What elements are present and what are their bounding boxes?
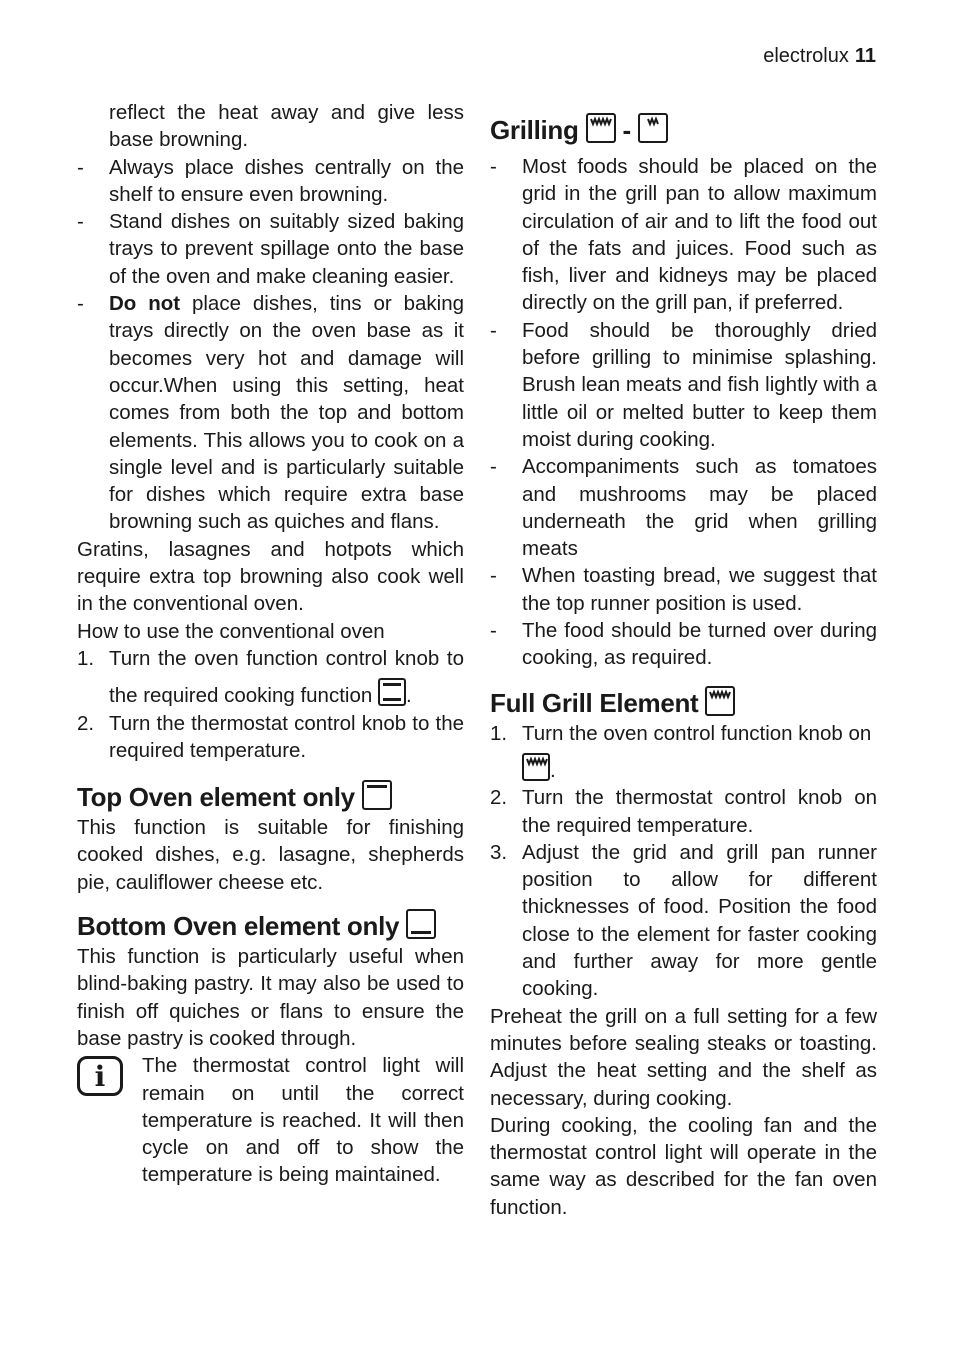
step-item [490,839,877,1003]
bullet-marker: - [490,564,497,588]
top-oven-heading [77,780,464,814]
list-item-text: place dishes, tins or baking trays directly on the oven base as it becomes very hot and damage will occur.When using this setting, heat comes from both the top and bottom elements. This allows you to cook on a single level and is particularly suitable for dishes which require extra base browning such as quiches and flans. [109,292,464,534]
step-item [490,720,877,785]
list-item [490,153,877,317]
list-item-text: Most foods should be placed on the grid in the grill pan to allow maximum circulation of air and to lift the food out of the fats and juices. Food such as fish, liver and kidneys may be placed directly on the grill pan, if preferred. [522,155,877,315]
step-text: Turn the thermostat control knob on the required temperature. [522,786,877,837]
full-grill-heading [490,686,877,720]
info-icon [77,1056,123,1096]
full-grill-icon [522,753,550,781]
list-item [77,208,464,290]
bullet-marker: - [490,619,497,643]
step-number: 3. [490,840,508,864]
step-text: Adjust the grid and grill pan runner position to allow for different thicknesses of food. Position the food close to the element for faster cooking and further away for more gentle cooking. [522,840,877,1001]
intro-continuation: reflect the heat away and give less base browning. [109,101,464,152]
gratins-paragraph: Gratins, lasagnes and hotpots which require extra top browning also cook well in the conventional oven. [77,537,464,616]
step-text: Turn the thermostat control knob to the required temperature. [109,711,464,762]
bottom-oven-text: This function is particularly useful when blind-baking pastry. It may also be used to finish off quiches or flans to ensure the base pastry is cooked through. [77,945,464,1050]
top-element-icon [362,780,392,810]
step-text: Turn the oven function control knob to the required cooking function [109,646,464,708]
list-item [490,453,877,562]
info-glyph: i [94,1059,106,1093]
step-text: Turn the oven control function knob on [522,721,872,745]
list-item-text: Food should be thoroughly dried before grilling to minimise splashing. Brush lean meats and fish lightly with a little oil or melted butter to keep them moist during cooking. [522,318,877,451]
list-item-text: Always place dishes centrally on the shelf to ensure even browning. [109,155,464,206]
info-text: The thermostat control light will remain on until the correct temperature is reached. It will then cycle on and off to show the temperature is being maintained. [142,1054,464,1187]
step-number: 1. [490,721,508,745]
step-suffix: . [550,758,556,782]
heading-dash: - [622,115,631,145]
list-item [490,562,877,617]
full-grill-icon [586,113,616,143]
step-number: 2. [77,711,95,735]
bottom-oven-heading [77,909,464,943]
brand-name: electrolux [763,45,849,67]
info-note [77,1052,464,1188]
bullet-marker: - [490,155,497,178]
grilling-heading [490,113,877,147]
step-suffix: . [405,684,412,708]
list-item-text: Stand dishes on suitably sized baking trays to prevent spillage onto the base of the oven and make cleaning easier. [109,210,464,288]
list-item [490,617,877,672]
bullet-marker: - [77,155,84,179]
step-item [77,710,464,765]
during-paragraph: During cooking, the cooling fan and the thermostat control light will operate in the same way as described for the fan oven function. [490,1113,877,1219]
conventional-oven-icon [378,678,406,706]
page-header [763,45,876,68]
list-item-text: The food should be turned over during cooking, as required. [522,619,877,670]
page-number: 11 [854,45,876,67]
do-not-emphasis: Do not [109,292,181,316]
step-item [77,645,464,710]
full-grill-icon [705,686,735,716]
bullet-marker: - [490,318,497,342]
heading-text: Bottom Oven element only [77,911,400,942]
step-number: 2. [490,786,508,810]
heading-text: Full Grill Element [490,687,699,718]
list-item-text: When toasting bread, we suggest that the top runner position is used. [522,564,877,615]
right-column [490,99,877,1221]
bullet-marker: - [490,455,497,479]
bottom-element-icon [406,909,436,939]
heading-text: Grilling [490,115,579,145]
list-item [490,317,877,453]
bullet-marker: - [77,292,84,316]
bullet-marker: - [77,210,84,234]
left-column [77,99,464,1189]
top-oven-text: This function is suitable for finishing cooked dishes, e.g. lasagne, shepherds pie, cauliflower cheese etc. [77,816,464,894]
half-grill-icon [638,113,668,143]
step-number: 1. [77,646,95,670]
step-item [490,784,877,839]
list-item [77,290,464,536]
preheat-paragraph: Preheat the grill on a full setting for a few minutes before sealing steaks or toasting. Adjust the heat setting and the shelf as necessary, during cooking. [490,1004,877,1110]
heading-text: Top Oven element only [77,782,355,813]
list-item-text: Accompaniments such as tomatoes and mushrooms may be placed underneath the grid when grilling meats [522,455,877,561]
howto-paragraph: How to use the conventional oven [77,619,385,643]
list-item [77,154,464,209]
